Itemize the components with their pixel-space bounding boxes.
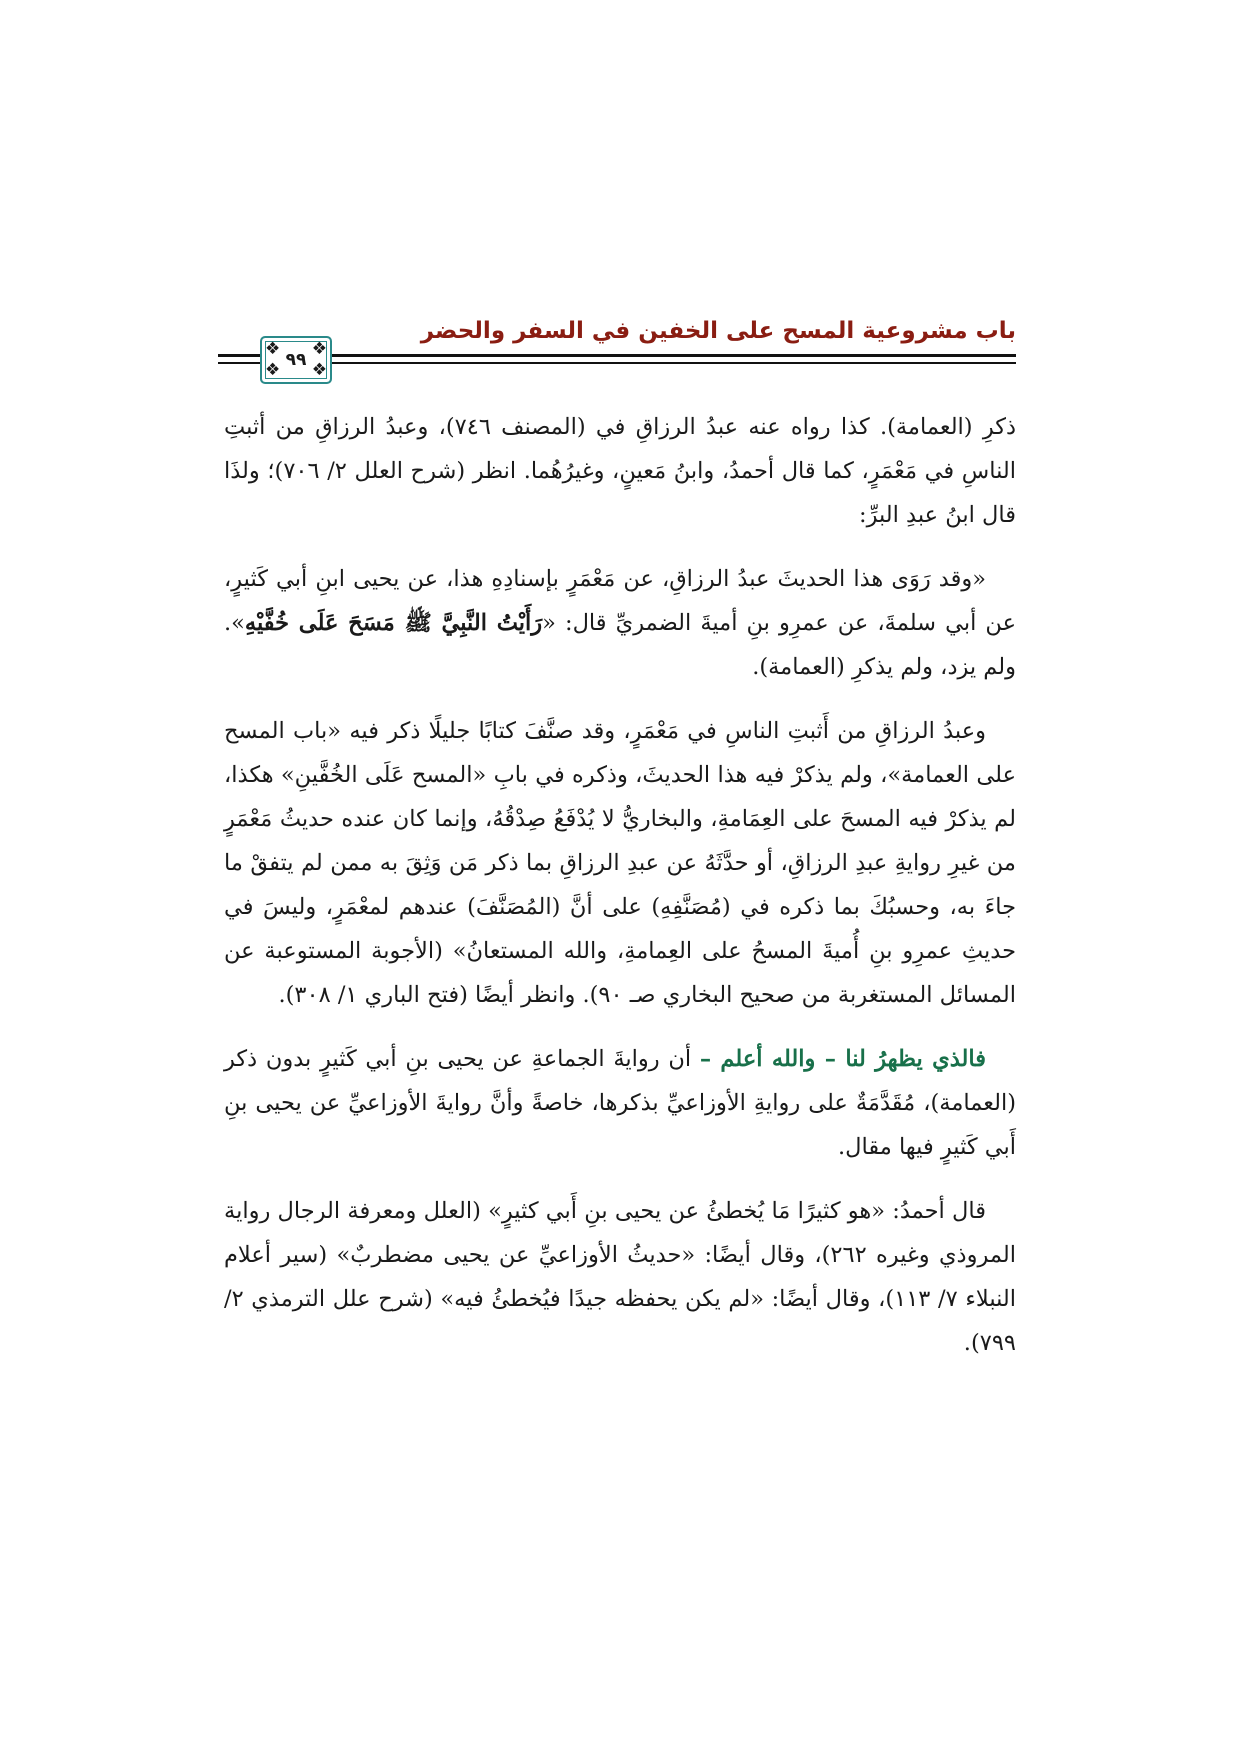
corner-ornament-icon: ❖ [311,339,327,359]
paragraph-1: ذكرِ (العمامة). كذا رواه عنه عبدُ الرزاقِ في (المصنف ٧٤٦)، وعبدُ الرزاقِ من أثبتِ الناسِ في مَعْمَرٍ، كما قال أحمدُ، وابنُ مَعينٍ، وغيرُهُما. انظر (شرح العلل ٢/ ٧٠٦)؛ ولذَا قال ابنُ عبدِ البرِّ: [224,414,1016,528]
paragraph-3: وعبدُ الرزاقِ من أَثبتِ الناسِ في مَعْمَرٍ، وقد صنَّفَ كتابًا جليلًا ذكر فيه «باب المسح على العمامة»، ولم يذكرْ فيه هذا الحديثَ، وذكره في بابِ «المسح عَلَى الخُفَّينِ» هكذا، لم يذكرْ فيه المسحَ على العِمَامةِ، والبخاريُّ لا يُدْفَعُ صِدْقُهُ، وإنما كان عنده حديثُ مَعْمَرٍ من غيرِ روايةِ عبدِ الرزاقِ، أو حدَّثَهُ عن عبدِ الرزاقِ بما ذكر مَن وَثِقَ به ممن لم يتفقْ ما جاءَ به، وحسبُكَ بما ذكره في (مُصَنَّفِهِ) على أنَّ (المُصَنَّفَ) عندهم لمعْمَرٍ، وليسَ في حديثِ عمرِو بنِ أُميةَ المسحُ على العِمامةِ، والله المستعانُ» (الأجوبة المستوعبة عن المسائل المستغربة من صحيح البخاري صـ ٩٠). وانظر أيضًا (فتح الباري ١/ ٣٠٨). [224,718,1016,1008]
chapter-title: باب مشروعية المسح على الخفين في السفر والحضر [420,318,1016,344]
paragraph-2 [224,557,1016,689]
hadith-text: رَأَيْتُ النَّبِيَّ ﷺ مَسَحَ عَلَى خُفَّيْهِ [244,610,543,636]
quote-intro: «وقد رَوَى هذا الحديثَ عبدُ الرزاقِ، عن مَعْمَرٍ بإسنادِهِ هذا، عن يحيى ابنِ أبي كَثيرٍ، عن أبي سلمةَ، عن عمرِو بنِ أميةَ الضمريِّ قال: « [224,566,1016,636]
page-header [218,318,1016,382]
page-number: ٩٩ [285,350,307,370]
paragraph-4 [224,1037,1016,1169]
corner-ornament-icon: ❖ [265,339,281,359]
paragraph-4-text: أن روايةَ الجماعةِ عن يحيى بنِ أبي كَثيرٍ بدون ذكر (العمامة)، مُقَدَّمَةٌ على روايةِ الأوزاعيِّ بذكرها، خاصةً وأنَّ روايةَ الأوزاعيِّ عن يحيى بنِ أَبي كَثيرٍ فيها مقال. [224,1046,1016,1160]
page-number-badge [260,336,332,384]
header-rule-thick [218,354,1016,357]
highlighted-lead: فالذي يظهرُ لنا – والله أعلم – [699,1046,987,1072]
corner-ornament-icon: ❖ [311,360,327,380]
paragraph-5: قال أحمدُ: «هو كثيرًا مَا يُخطئُ عن يحيى بنِ أَبي كثيرٍ» (العلل ومعرفة الرجال رواية المروذي وغيره ٢٦٢)، وقال أيضًا: «حديثُ الأوزاعيِّ عن يحيى مضطربٌ» (سير أعلام النبلاء ٧/ ١١٣)، وقال أيضًا: «لم يكن يحفظه جيدًا فيُخطئُ فيه» (شرح علل الترمذي ٢/ ٧٩٩). [224,1198,1017,1356]
page-body [224,405,1016,1385]
header-rule-thin [218,362,1016,364]
quote-end: ». ولم يزد، ولم يذكرِ (العمامة). [224,610,1016,680]
corner-ornament-icon: ❖ [265,360,281,380]
